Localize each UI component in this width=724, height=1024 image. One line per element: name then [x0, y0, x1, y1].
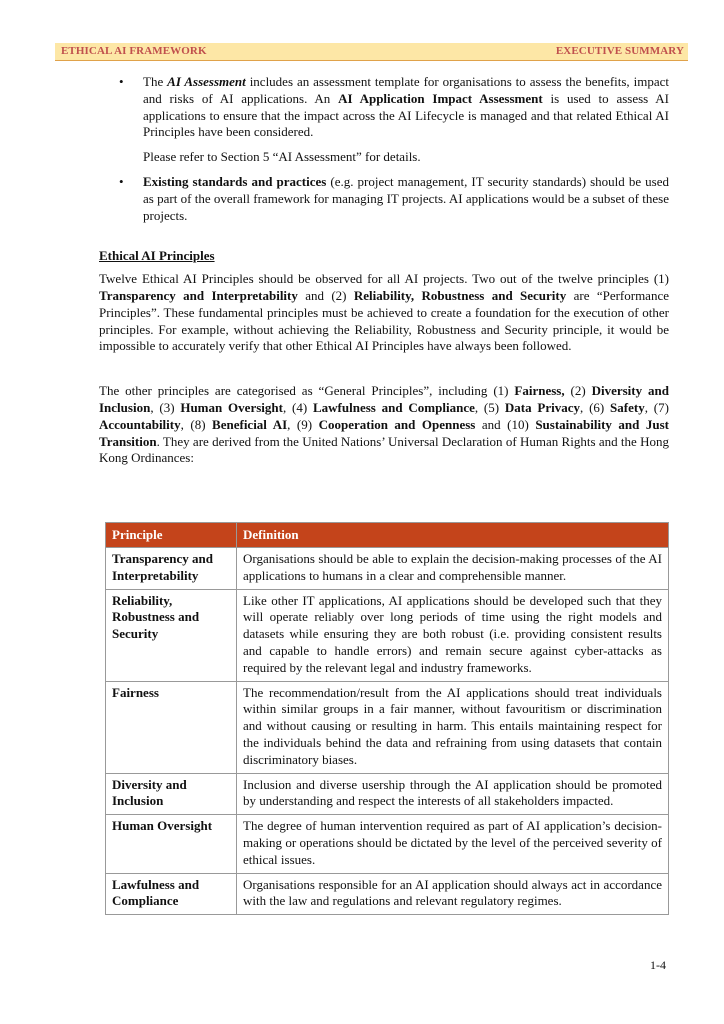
- bullet-ai-assessment: [99, 74, 669, 166]
- column-header-definition: Definition: [237, 523, 669, 548]
- bullet-existing-standards-text: Existing standards and practices (e.g. project management, IT security standards) should be used as part of the overall framework for managing IT projects. AI applications would be a subset of these projects.: [143, 173, 669, 223]
- definition-cell: The degree of human intervention required as part of AI application’s decision-making or operations should be dictated by the level of the perceived severity of ethical issues.: [237, 815, 669, 873]
- principle-cell: Human Oversight: [106, 815, 237, 873]
- general-principles-paragraph: The other principles are categorised as “General Principles”, including (1) Fairness, (2) Diversity and Inclusion, (3) Human Oversight, (4) Lawfulness and Compliance, (5) Data Privacy, (6) Safety, (7) Accountability, (8) Beneficial AI, (9) Cooperation and Openness and (10) Sustainability and Just Transition. They are derived from the United Nations’ Universal Declaration of Human Rights and the Hong Kong Ordinances:: [99, 383, 669, 466]
- section-title: Ethical AI Principles: [99, 248, 215, 264]
- principle-cell: Fairness: [106, 681, 237, 773]
- main-content: [99, 74, 669, 467]
- definition-cell: The recommendation/result from the AI applications should treat individuals within similar groups in a fair manner, without favouritism or discrimination and without causing or resulting in harm. This entails maintaining respect for the individuals behind the data and refraining from using datasets that contain discriminatory biases.: [237, 681, 669, 773]
- principle-cell: Transparency and Interpretability: [106, 548, 237, 590]
- table-row: [106, 681, 669, 773]
- principles-table: [105, 522, 669, 915]
- column-header-principle: Principle: [106, 523, 237, 548]
- bullet-dot-icon: •: [119, 74, 124, 89]
- table-row: [106, 589, 669, 681]
- principle-cell: Lawfulness and Compliance: [106, 873, 237, 915]
- table-row: [106, 873, 669, 915]
- bullet-list: [99, 74, 669, 224]
- table-row: [106, 548, 669, 590]
- header-right-title: EXECUTIVE SUMMARY: [555, 45, 684, 57]
- principle-cell: Diversity and Inclusion: [106, 773, 237, 815]
- table-header-row: [106, 523, 669, 548]
- bullet-ai-assessment-text: The AI Assessment includes an assessment template for organisations to assess the benefits, impact and risks of AI applications. An AI Application Impact Assessment is used to assess AI applications to ensure that the impact across the AI Lifecycle is managed and that related Ethical AI Principles have been considered.: [143, 74, 670, 140]
- bullet-existing-standards: [99, 174, 669, 224]
- definition-cell: Like other IT applications, AI applications should be developed such that they will operate reliably over long periods of time using the right models and datasets while ensuring they are both robust (i.e. providing consistent results and capable to handle errors) and remain secure against cyber-attacks as required by the relevant legal and industry frameworks.: [237, 589, 669, 681]
- page-number: 1-4: [650, 958, 666, 972]
- table-row: [106, 815, 669, 873]
- definition-cell: Inclusion and diverse usership through the AI application should be promoted by understanding and respect the interests of all stakeholders impacted.: [237, 773, 669, 815]
- bullet-ai-assessment-note: Please refer to Section 5 “AI Assessment” for details.: [143, 149, 421, 165]
- performance-principles-paragraph: Twelve Ethical AI Principles should be observed for all AI projects. Two out of the twelve principles (1) Transparency and Interpretability and (2) Reliability, Robustness and Security are “Performance Principles”. These fundamental principles must be achieved to create a foundation for the execution of other principles. For example, without achieving the Reliability, Robustness and Security principle, it would be impossible to accurately verify that other Ethical AI Principles have always been followed.: [99, 271, 669, 354]
- definition-cell: Organisations should be able to explain the decision-making processes of the AI applications to humans in a clear and comprehensible manner.: [237, 548, 669, 590]
- header-left-title: ETHICAL AI FRAMEWORK: [61, 45, 207, 57]
- page-header: [55, 43, 688, 61]
- definition-cell: Organisations responsible for an AI application should always act in accordance with the law and regulations and relevant regulatory regimes.: [237, 873, 669, 915]
- principle-cell: Reliability, Robustness and Security: [106, 589, 237, 681]
- table-row: [106, 773, 669, 815]
- bullet-dot-icon: •: [119, 173, 124, 189]
